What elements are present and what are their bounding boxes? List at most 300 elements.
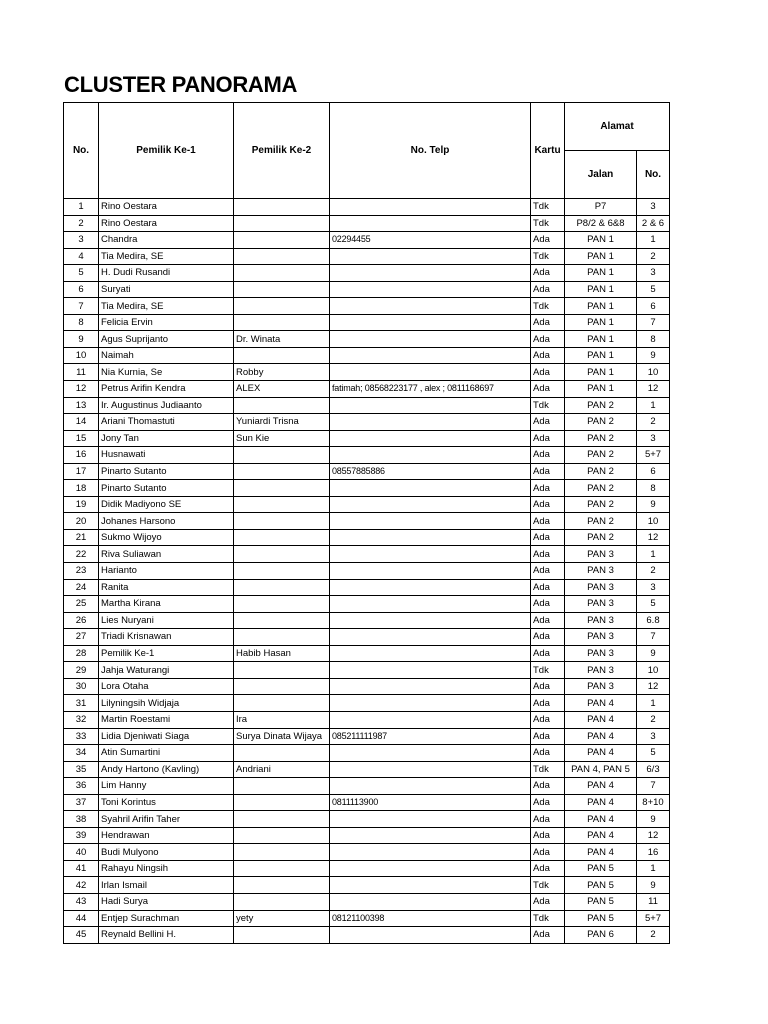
cell-no: 29 <box>64 662 99 679</box>
cell-no-rumah: 2 <box>637 927 670 944</box>
table-row <box>64 496 670 513</box>
cell-pemilik-2 <box>234 463 330 480</box>
cell-jalan: PAN 3 <box>565 612 637 629</box>
cell-telp <box>330 529 531 546</box>
cell-telp <box>330 827 531 844</box>
table-row <box>64 381 670 398</box>
cell-pemilik-2 <box>234 612 330 629</box>
cell-pemilik-1: Tia Medira, SE <box>99 248 234 265</box>
cell-pemilik-1: Martha Kirana <box>99 596 234 613</box>
cell-telp <box>330 447 531 464</box>
cell-no-rumah: 3 <box>637 265 670 282</box>
cell-no-rumah: 10 <box>637 513 670 530</box>
cell-telp <box>330 480 531 497</box>
cell-pemilik-1: Reynald Bellini H. <box>99 927 234 944</box>
cell-kartu: Ada <box>531 480 565 497</box>
cell-jalan: PAN 1 <box>565 314 637 331</box>
cell-kartu: Ada <box>531 381 565 398</box>
cell-jalan: PAN 3 <box>565 546 637 563</box>
cell-pemilik-1: Tia Medira, SE <box>99 298 234 315</box>
cell-kartu: Ada <box>531 629 565 646</box>
cell-no-rumah: 8+10 <box>637 794 670 811</box>
cell-no: 35 <box>64 761 99 778</box>
cell-no-rumah: 7 <box>637 778 670 795</box>
cell-pemilik-2 <box>234 662 330 679</box>
cell-pemilik-1: Johanes Harsono <box>99 513 234 530</box>
cell-telp <box>330 314 531 331</box>
table-row <box>64 893 670 910</box>
cell-kartu: Ada <box>531 745 565 762</box>
cell-no-rumah: 5 <box>637 281 670 298</box>
cell-no-rumah: 2 <box>637 711 670 728</box>
cell-no: 41 <box>64 860 99 877</box>
cell-jalan: P8/2 & 6&8 <box>565 215 637 232</box>
cell-telp: 08557885886 <box>330 463 531 480</box>
cell-pemilik-2 <box>234 347 330 364</box>
cell-jalan: PAN 3 <box>565 662 637 679</box>
cell-no: 22 <box>64 546 99 563</box>
cell-no: 4 <box>64 248 99 265</box>
cell-telp: 08121100398 <box>330 910 531 927</box>
cell-no-rumah: 8 <box>637 480 670 497</box>
cell-jalan: PAN 5 <box>565 910 637 927</box>
cell-no: 26 <box>64 612 99 629</box>
cell-pemilik-2 <box>234 877 330 894</box>
table-row <box>64 711 670 728</box>
cell-pemilik-1: Atin Sumartini <box>99 745 234 762</box>
cell-pemilik-2 <box>234 844 330 861</box>
table-row <box>64 281 670 298</box>
cell-pemilik-2: Dr. Winata <box>234 331 330 348</box>
cell-telp <box>330 629 531 646</box>
cell-kartu: Ada <box>531 447 565 464</box>
cell-telp <box>330 662 531 679</box>
cell-jalan: PAN 2 <box>565 430 637 447</box>
cell-pemilik-1: Hadi Surya <box>99 893 234 910</box>
cell-no: 40 <box>64 844 99 861</box>
cell-kartu: Ada <box>531 347 565 364</box>
cell-kartu: Ada <box>531 728 565 745</box>
table-row <box>64 298 670 315</box>
table-body <box>64 199 670 944</box>
cell-pemilik-1: Husnawati <box>99 447 234 464</box>
cell-pemilik-2 <box>234 232 330 249</box>
cell-no-rumah: 1 <box>637 695 670 712</box>
cell-pemilik-1: Lora Otaha <box>99 678 234 695</box>
table-row <box>64 745 670 762</box>
table-row <box>64 761 670 778</box>
cell-jalan: PAN 1 <box>565 265 637 282</box>
cell-pemilik-2 <box>234 695 330 712</box>
table-row <box>64 397 670 414</box>
cell-jalan: PAN 4 <box>565 711 637 728</box>
cell-kartu: Ada <box>531 463 565 480</box>
cell-telp <box>330 199 531 216</box>
cell-pemilik-1: Irlan Ismail <box>99 877 234 894</box>
cell-kartu: Ada <box>531 579 565 596</box>
cell-jalan: PAN 4 <box>565 778 637 795</box>
cell-pemilik-2 <box>234 480 330 497</box>
cell-pemilik-1: Pinarto Sutanto <box>99 480 234 497</box>
cell-jalan: PAN 3 <box>565 579 637 596</box>
cell-no: 43 <box>64 893 99 910</box>
cell-jalan: PAN 2 <box>565 397 637 414</box>
cell-jalan: PAN 1 <box>565 364 637 381</box>
cell-kartu: Tdk <box>531 662 565 679</box>
table-row <box>64 662 670 679</box>
cell-no: 16 <box>64 447 99 464</box>
cell-no: 25 <box>64 596 99 613</box>
cell-no-rumah: 9 <box>637 645 670 662</box>
cell-jalan: PAN 2 <box>565 496 637 513</box>
cell-no-rumah: 8 <box>637 331 670 348</box>
cell-telp <box>330 893 531 910</box>
cell-jalan: PAN 2 <box>565 513 637 530</box>
cell-no: 44 <box>64 910 99 927</box>
cell-telp <box>330 397 531 414</box>
cell-kartu: Ada <box>531 893 565 910</box>
cell-pemilik-1: Agus Suprijanto <box>99 331 234 348</box>
table-row <box>64 364 670 381</box>
cell-no: 9 <box>64 331 99 348</box>
cell-no: 36 <box>64 778 99 795</box>
cell-kartu: Ada <box>531 811 565 828</box>
cell-jalan: PAN 1 <box>565 298 637 315</box>
cell-no: 18 <box>64 480 99 497</box>
cell-pemilik-1: Rino Oestara <box>99 199 234 216</box>
cell-pemilik-2 <box>234 281 330 298</box>
cell-kartu: Ada <box>531 513 565 530</box>
cell-pemilik-2 <box>234 893 330 910</box>
cell-pemilik-2 <box>234 745 330 762</box>
cell-telp <box>330 215 531 232</box>
cell-telp: 085211111987 <box>330 728 531 745</box>
cell-kartu: Ada <box>531 844 565 861</box>
cell-pemilik-2: Sun Kie <box>234 430 330 447</box>
cell-no-rumah: 9 <box>637 877 670 894</box>
cell-no: 34 <box>64 745 99 762</box>
cell-jalan: PAN 4, PAN 5 <box>565 761 637 778</box>
cell-kartu: Ada <box>531 364 565 381</box>
cell-telp <box>330 596 531 613</box>
cell-pemilik-2 <box>234 794 330 811</box>
header-pemilik-2: Pemilik Ke-2 <box>234 103 330 199</box>
cell-telp <box>330 745 531 762</box>
cell-telp <box>330 331 531 348</box>
cell-pemilik-2 <box>234 596 330 613</box>
cell-telp <box>330 711 531 728</box>
cell-kartu: Tdk <box>531 199 565 216</box>
cell-kartu: Ada <box>531 546 565 563</box>
cell-pemilik-1: Riva Suliawan <box>99 546 234 563</box>
cell-no-rumah: 3 <box>637 199 670 216</box>
cell-no-rumah: 5 <box>637 745 670 762</box>
cell-no: 14 <box>64 414 99 431</box>
cell-jalan: PAN 1 <box>565 248 637 265</box>
cell-kartu: Tdk <box>531 877 565 894</box>
page-title: CLUSTER PANORAMA <box>64 72 298 97</box>
cell-no: 45 <box>64 927 99 944</box>
cell-telp <box>330 761 531 778</box>
cell-pemilik-2 <box>234 827 330 844</box>
cell-kartu: Ada <box>531 612 565 629</box>
cell-no: 37 <box>64 794 99 811</box>
cell-jalan: PAN 1 <box>565 281 637 298</box>
cell-no: 23 <box>64 563 99 580</box>
cell-pemilik-2: Ira <box>234 711 330 728</box>
cell-pemilik-1: Hendrawan <box>99 827 234 844</box>
cell-pemilik-2 <box>234 529 330 546</box>
table-row <box>64 579 670 596</box>
table-row <box>64 480 670 497</box>
cell-no-rumah: 12 <box>637 827 670 844</box>
cell-pemilik-1: Harianto <box>99 563 234 580</box>
cell-no-rumah: 10 <box>637 364 670 381</box>
header-kartu: Kartu <box>531 103 565 199</box>
cell-jalan: PAN 1 <box>565 347 637 364</box>
cell-pemilik-2: yety <box>234 910 330 927</box>
cell-pemilik-1: Rino Oestara <box>99 215 234 232</box>
cell-kartu: Ada <box>531 232 565 249</box>
cell-kartu: Ada <box>531 265 565 282</box>
cell-kartu: Ada <box>531 778 565 795</box>
header-jalan: Jalan <box>565 151 637 199</box>
cell-no-rumah: 9 <box>637 496 670 513</box>
cell-no-rumah: 6.8 <box>637 612 670 629</box>
table-row <box>64 563 670 580</box>
table-row <box>64 910 670 927</box>
cell-jalan: PAN 3 <box>565 596 637 613</box>
table-row <box>64 844 670 861</box>
cell-no-rumah: 7 <box>637 629 670 646</box>
cell-pemilik-1: Andy Hartono (Kavling) <box>99 761 234 778</box>
cell-pemilik-1: Didik Madiyono SE <box>99 496 234 513</box>
cell-pemilik-1: Rahayu Ningsih <box>99 860 234 877</box>
cell-telp <box>330 364 531 381</box>
table-row <box>64 612 670 629</box>
cell-telp <box>330 579 531 596</box>
cell-pemilik-1: Entjep Surachman <box>99 910 234 927</box>
table-row <box>64 794 670 811</box>
cell-no-rumah: 16 <box>637 844 670 861</box>
cluster-table <box>63 102 670 944</box>
cell-kartu: Ada <box>531 678 565 695</box>
cell-telp: 02294455 <box>330 232 531 249</box>
cell-pemilik-2 <box>234 215 330 232</box>
cell-pemilik-2 <box>234 678 330 695</box>
cell-kartu: Tdk <box>531 298 565 315</box>
cell-kartu: Ada <box>531 563 565 580</box>
cell-no-rumah: 6 <box>637 463 670 480</box>
cell-no-rumah: 9 <box>637 347 670 364</box>
cell-kartu: Ada <box>531 827 565 844</box>
cell-kartu: Ada <box>531 331 565 348</box>
cell-no: 7 <box>64 298 99 315</box>
cell-telp <box>330 298 531 315</box>
cell-no-rumah: 1 <box>637 860 670 877</box>
cell-jalan: PAN 4 <box>565 695 637 712</box>
cell-jalan: PAN 5 <box>565 860 637 877</box>
table-row <box>64 827 670 844</box>
cell-jalan: PAN 3 <box>565 678 637 695</box>
cell-kartu: Ada <box>531 860 565 877</box>
table-row <box>64 513 670 530</box>
table-row <box>64 546 670 563</box>
cell-no: 1 <box>64 199 99 216</box>
cell-kartu: Tdk <box>531 215 565 232</box>
cell-no: 30 <box>64 678 99 695</box>
cell-jalan: PAN 4 <box>565 794 637 811</box>
cell-pemilik-1: Chandra <box>99 232 234 249</box>
header-telp: No. Telp <box>330 103 531 199</box>
cell-pemilik-1: Felicia Ervin <box>99 314 234 331</box>
cell-pemilik-2: Surya Dinata Wijaya <box>234 728 330 745</box>
cell-telp <box>330 612 531 629</box>
cell-jalan: PAN 4 <box>565 745 637 762</box>
table-row <box>64 248 670 265</box>
cell-no-rumah: 2 <box>637 248 670 265</box>
cell-pemilik-1: Budi Mulyono <box>99 844 234 861</box>
cell-kartu: Ada <box>531 596 565 613</box>
cell-no-rumah: 3 <box>637 728 670 745</box>
table-row <box>64 414 670 431</box>
cell-pemilik-1: Triadi Krisnawan <box>99 629 234 646</box>
cell-jalan: PAN 2 <box>565 447 637 464</box>
cell-pemilik-1: Pinarto Sutanto <box>99 463 234 480</box>
cell-telp <box>330 546 531 563</box>
cell-jalan: PAN 2 <box>565 480 637 497</box>
cell-pemilik-2: Robby <box>234 364 330 381</box>
cell-telp <box>330 695 531 712</box>
cell-no-rumah: 9 <box>637 811 670 828</box>
cell-pemilik-2 <box>234 496 330 513</box>
cell-pemilik-1: Suryati <box>99 281 234 298</box>
cell-no-rumah: 1 <box>637 397 670 414</box>
table-row <box>64 695 670 712</box>
cell-kartu: Ada <box>531 496 565 513</box>
cell-kartu: Ada <box>531 430 565 447</box>
cell-telp <box>330 414 531 431</box>
cell-no-rumah: 6/3 <box>637 761 670 778</box>
cell-jalan: PAN 3 <box>565 629 637 646</box>
cell-pemilik-2 <box>234 199 330 216</box>
cell-no-rumah: 5 <box>637 596 670 613</box>
cell-pemilik-2 <box>234 778 330 795</box>
cell-no: 12 <box>64 381 99 398</box>
table-row <box>64 678 670 695</box>
table-row <box>64 927 670 944</box>
cell-pemilik-1: H. Dudi Rusandi <box>99 265 234 282</box>
cell-pemilik-1: Lidia Djeniwati Siaga <box>99 728 234 745</box>
cell-no-rumah: 3 <box>637 430 670 447</box>
cell-kartu: Ada <box>531 645 565 662</box>
cell-no-rumah: 2 <box>637 414 670 431</box>
cell-pemilik-2: ALEX <box>234 381 330 398</box>
cell-telp <box>330 513 531 530</box>
cell-pemilik-2: Habib Hasan <box>234 645 330 662</box>
cell-jalan: PAN 2 <box>565 463 637 480</box>
cell-no: 27 <box>64 629 99 646</box>
cell-pemilik-1: Pemilik Ke-1 <box>99 645 234 662</box>
cell-no-rumah: 11 <box>637 893 670 910</box>
cell-pemilik-2 <box>234 298 330 315</box>
cell-no-rumah: 12 <box>637 529 670 546</box>
cell-no: 20 <box>64 513 99 530</box>
cell-pemilik-1: Ariani Thomastuti <box>99 414 234 431</box>
cell-pemilik-2 <box>234 563 330 580</box>
cell-kartu: Ada <box>531 794 565 811</box>
table-row <box>64 645 670 662</box>
cell-jalan: PAN 4 <box>565 728 637 745</box>
cell-pemilik-1: Ranita <box>99 579 234 596</box>
cell-no: 10 <box>64 347 99 364</box>
cell-telp <box>330 778 531 795</box>
cell-no: 11 <box>64 364 99 381</box>
cell-jalan: PAN 4 <box>565 827 637 844</box>
cell-no: 8 <box>64 314 99 331</box>
table-row <box>64 596 670 613</box>
cell-telp <box>330 281 531 298</box>
table-row <box>64 811 670 828</box>
cell-pemilik-1: Petrus Arifin Kendra <box>99 381 234 398</box>
cell-no-rumah: 7 <box>637 314 670 331</box>
table-row <box>64 860 670 877</box>
cell-no-rumah: 10 <box>637 662 670 679</box>
table-row <box>64 447 670 464</box>
cell-telp <box>330 645 531 662</box>
cell-jalan: PAN 6 <box>565 927 637 944</box>
cell-no: 21 <box>64 529 99 546</box>
table-row <box>64 629 670 646</box>
cell-pemilik-2 <box>234 397 330 414</box>
table-row <box>64 265 670 282</box>
cell-pemilik-2 <box>234 629 330 646</box>
cell-pemilik-2 <box>234 860 330 877</box>
cell-jalan: PAN 4 <box>565 844 637 861</box>
cell-kartu: Tdk <box>531 397 565 414</box>
cell-kartu: Ada <box>531 529 565 546</box>
cell-jalan: PAN 2 <box>565 529 637 546</box>
cell-pemilik-1: Martin Roestami <box>99 711 234 728</box>
table-row <box>64 529 670 546</box>
cell-no-rumah: 1 <box>637 546 670 563</box>
cell-no: 17 <box>64 463 99 480</box>
cell-no: 38 <box>64 811 99 828</box>
cell-pemilik-2 <box>234 579 330 596</box>
cell-telp <box>330 496 531 513</box>
cell-telp <box>330 811 531 828</box>
table-row <box>64 778 670 795</box>
table-row <box>64 314 670 331</box>
cell-no-rumah: 5+7 <box>637 447 670 464</box>
cell-jalan: P7 <box>565 199 637 216</box>
cell-no-rumah: 6 <box>637 298 670 315</box>
cell-telp <box>330 430 531 447</box>
cell-no: 5 <box>64 265 99 282</box>
cell-jalan: PAN 3 <box>565 645 637 662</box>
cell-pemilik-2: Andriani <box>234 761 330 778</box>
cell-no: 13 <box>64 397 99 414</box>
cell-kartu: Tdk <box>531 761 565 778</box>
cell-no: 42 <box>64 877 99 894</box>
cell-pemilik-2 <box>234 248 330 265</box>
cell-no-rumah: 12 <box>637 678 670 695</box>
cell-telp <box>330 860 531 877</box>
cell-no-rumah: 2 & 6 <box>637 215 670 232</box>
cell-kartu: Ada <box>531 314 565 331</box>
cell-telp <box>330 927 531 944</box>
cell-telp <box>330 678 531 695</box>
